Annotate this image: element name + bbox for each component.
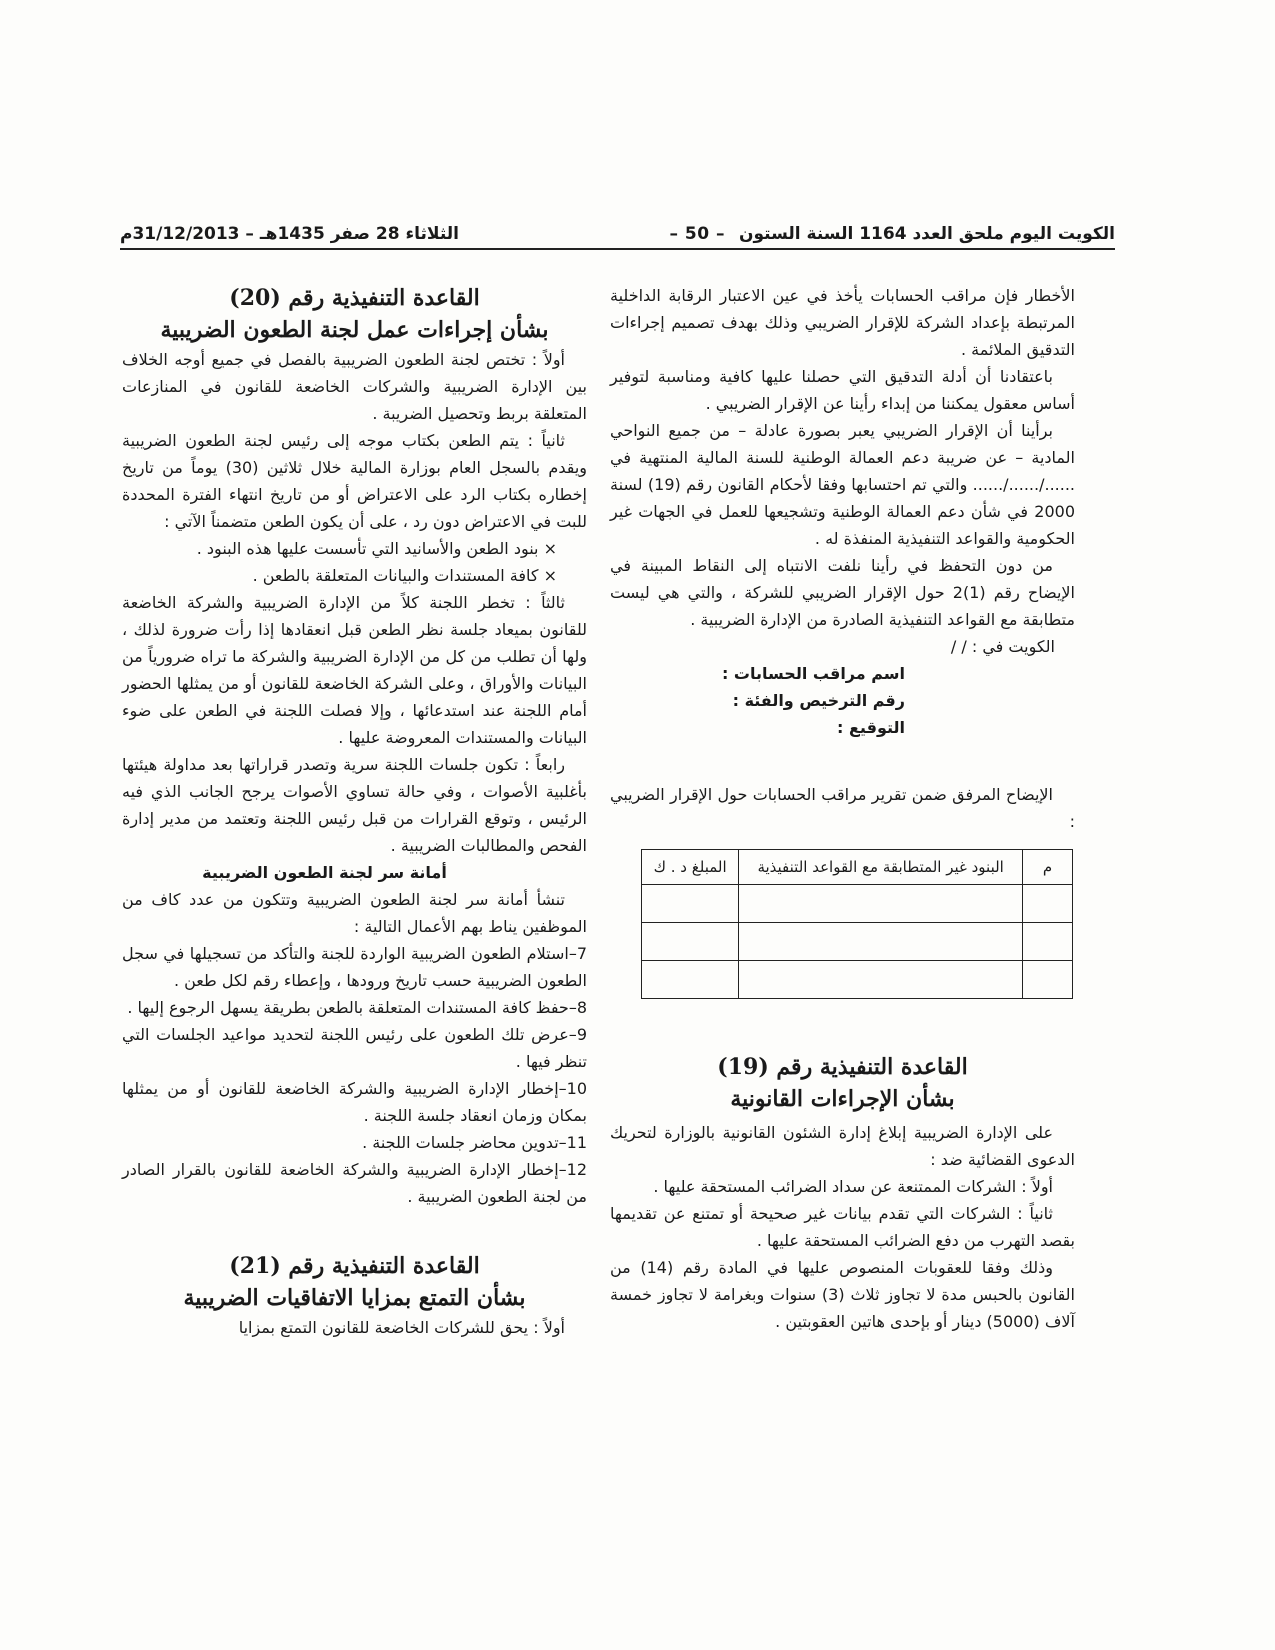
rule-21-subtitle: بشأن التمتع بمزايا الاتفاقيات الضريبية	[183, 1285, 526, 1311]
rule-21-title: القاعدة التنفيذية رقم (21)	[229, 1253, 480, 1279]
paragraph: باعتقادنا أن أدلة التدقيق التي حصلنا عليها كافية ومناسبة لتوفير أساس معقول يمكننا من إبداء رأينا عن الإقرار الضريبي .	[610, 367, 1075, 413]
paragraph: رابعاً : تكون جلسات اللجنة سرية وتصدر قراراتها بعد مداولة هيئتها بأغلبية الأصوات ، وفي حالة تساوي الأصوات يرجح الجانب الذي فيه الرئيس ، وتوقع القرارات من قبل رئيس اللجنة وتعتمد من مدير إدارة الفحص والمطالبات الضريبية .	[122, 755, 587, 855]
table-header-cell: البنود غير المتطابقة مع القواعد التنفيذية	[739, 850, 1023, 885]
table-cell	[642, 923, 739, 961]
header-rule	[120, 248, 1115, 250]
signature-line: التوقيع :	[837, 718, 905, 737]
page-number: – 50 –	[669, 224, 725, 244]
table-row	[642, 885, 1073, 923]
table-cell	[739, 885, 1023, 923]
table-header-row	[642, 850, 1073, 885]
table-cell	[739, 923, 1023, 961]
table-row	[642, 923, 1073, 961]
table-cell	[642, 961, 739, 999]
secretariat-heading: أمانة سر لجنة الطعون الضريبية	[202, 863, 447, 882]
paragraph: أولاً : الشركات الممتنعة عن سداد الضرائب المستحقة عليها .	[653, 1177, 1053, 1196]
paragraph: من دون التحفظ في رأينا نلفت الانتباه إلى النقاط المبينة في الإيضاح رقم (1)2 حول الإقرار الضريبي للشركة ، والتي هي ليست متطابقة مع القواعد التنفيذية الصادرة من الإدارة الضريبية .	[610, 556, 1075, 629]
paragraph: الأخطار فإن مراقب الحسابات يأخذ في عين الاعتبار الرقابة الداخلية المرتبطة بإعداد الشركة للإقرار الضريبي وذلك بهدف تصميم إجراءات التدقيق الملائمة .	[610, 286, 1075, 359]
table-cell	[739, 961, 1023, 999]
license-line: رقم الترخيص والفئة :	[732, 691, 905, 710]
rule-20-title: القاعدة التنفيذية رقم (20)	[229, 285, 480, 311]
list-item: 9–عرض تلك الطعون على رئيس اللجنة لتحديد مواعيد الجلسات التي تنظر فيها .	[122, 1025, 587, 1071]
rule-19-title: القاعدة التنفيذية رقم (19)	[717, 1054, 968, 1080]
paragraph: على الإدارة الضريبية إبلاغ إدارة الشئون القانونية بالوزارة لتحريك الدعوى القضائية ضد :	[610, 1123, 1075, 1169]
rule-19-subtitle: بشأن الإجراءات القانونية	[730, 1086, 955, 1112]
list-item: 7–استلام الطعون الضريبية الواردة للجنة والتأكد من تسجيلها في سجل الطعون الضريبية حسب تاريخ ورودها ، وإعطاء رقم لكل طعن .	[122, 944, 587, 990]
table-cell	[642, 885, 739, 923]
list-item: 8–حفظ كافة المستندات المتعلقة بالطعن بطريقة يسهل الرجوع إليها .	[127, 998, 587, 1017]
table-header-cell: م	[1022, 850, 1072, 885]
right-column	[610, 282, 1075, 1335]
spacer	[122, 1210, 587, 1250]
non-compliant-items-table	[641, 849, 1073, 999]
table-cell	[1022, 923, 1072, 961]
rule-20-subtitle: بشأن إجراءات عمل لجنة الطعون الضريبية	[160, 317, 549, 343]
paragraph: ثالثاً : تخطر اللجنة كلاً من الإدارة الضريبية والشركة الخاضعة للقانون بميعاد جلسة نظر الطعن قبل انعقادها إذا رأت ضرورة لذلك ، ولها أن تطلب من كل من الإدارة الضريبية والشركة ما تراه ضرورياً من البيانات والأوراق ، وعلى الشركة الخاضعة للقانون أو من يمثلها الحضور أمام اللجنة عند استدعائها ، وإلا فصلت اللجنة في الطعن على ضوء البيانات والمستندات المعروضة عليها .	[122, 593, 587, 747]
table-header-cell: المبلغ د . ك	[642, 850, 739, 885]
paragraph: ثانياً : يتم الطعن بكتاب موجه إلى رئيس لجنة الطعون الضريبية ويقدم بالسجل العام بوزارة المالية خلال ثلاثين (30) يوماً من تاريخ إخطاره بكتاب الرد على الاعتراض أو من تاريخ انتهاء الفترة المحددة للبت في الاعتراض دون رد ، على أن يكون الطعن متضمناً الآتي :	[122, 431, 587, 531]
list-item: × كافة المستندات والبيانات المتعلقة بالطعن .	[252, 566, 557, 585]
spacer	[610, 999, 1075, 1051]
paragraph: ثانياً : الشركات التي تقدم بيانات غير صحيحة أو تمتنع عن تقديمها بقصد التهرب من دفع الضرائب المستحقة عليها .	[610, 1204, 1075, 1250]
note-intro: الإيضاح المرفق ضمن تقرير مراقب الحسابات حول الإقرار الضريبي :	[610, 785, 1075, 831]
gazette-title: الكويت اليوم ملحق العدد 1164 السنة الستون	[738, 224, 1115, 244]
issue-date: الثلاثاء 28 صفر 1435هـ – 31/12/2013م	[120, 224, 459, 244]
table-cell	[1022, 885, 1072, 923]
table-cell	[1022, 961, 1072, 999]
list-item: × بنود الطعن والأسانيد التي تأسست عليها هذه البنود .	[196, 539, 557, 558]
left-column	[122, 282, 587, 1341]
list-item: 11–تدوين محاضر جلسات اللجنة .	[362, 1133, 587, 1152]
table-row	[642, 961, 1073, 999]
paragraph: وذلك وفقا للعقوبات المنصوص عليها في المادة رقم (14) من القانون بالحبس مدة لا تجاوز ثلاث (3) سنوات وبغرامة لا تجاوز خمسة آلاف (5000) دينار أو بإحدى هاتين العقوبتين .	[610, 1258, 1076, 1331]
paragraph: أولاً : تختص لجنة الطعون الضريبية بالفصل في جميع أوجه الخلاف بين الإدارة الضريبية والشركات الخاضعة للقانون في المنازعات المتعلقة بربط وتحصيل الضريبة .	[122, 350, 587, 423]
list-item: 12–إخطار الإدارة الضريبية والشركة الخاضعة للقانون بالقرار الصادر من لجنة الطعون الضريبية .	[122, 1160, 587, 1206]
auditor-name-line: اسم مراقب الحسابات :	[721, 664, 905, 683]
paragraph: تنشأ أمانة سر لجنة الطعون الضريبية وتتكون من عدد كاف من الموظفين يناط بهم الأعمال التالية :	[122, 890, 587, 936]
page-header	[120, 214, 1115, 244]
spacer	[610, 741, 1075, 781]
paragraph: أولاً : يحق للشركات الخاضعة للقانون التمتع بمزايا	[238, 1318, 565, 1337]
list-item: 10–إخطار الإدارة الضريبية والشركة الخاضعة للقانون أو من يمثلها بمكان وزمان انعقاد جلسة اللجنة .	[122, 1079, 587, 1125]
place-date-line: الكويت في : / /	[950, 637, 1055, 656]
paragraph: برأينا أن الإقرار الضريبي يعبر بصورة عادلة – من جميع النواحي المادية – عن ضريبة دعم العمالة الوطنية للسنة المالية المنتهية في ....../....../...... والتي تم احتسابها وفقا لأحكام القانون رقم (19) لسنة 2000 في شأن دعم العمالة الوطنية وتشجيعها للعمل في الجهات غير الحكومية والقواعد التنفيذية المنفذة له .	[610, 421, 1075, 548]
